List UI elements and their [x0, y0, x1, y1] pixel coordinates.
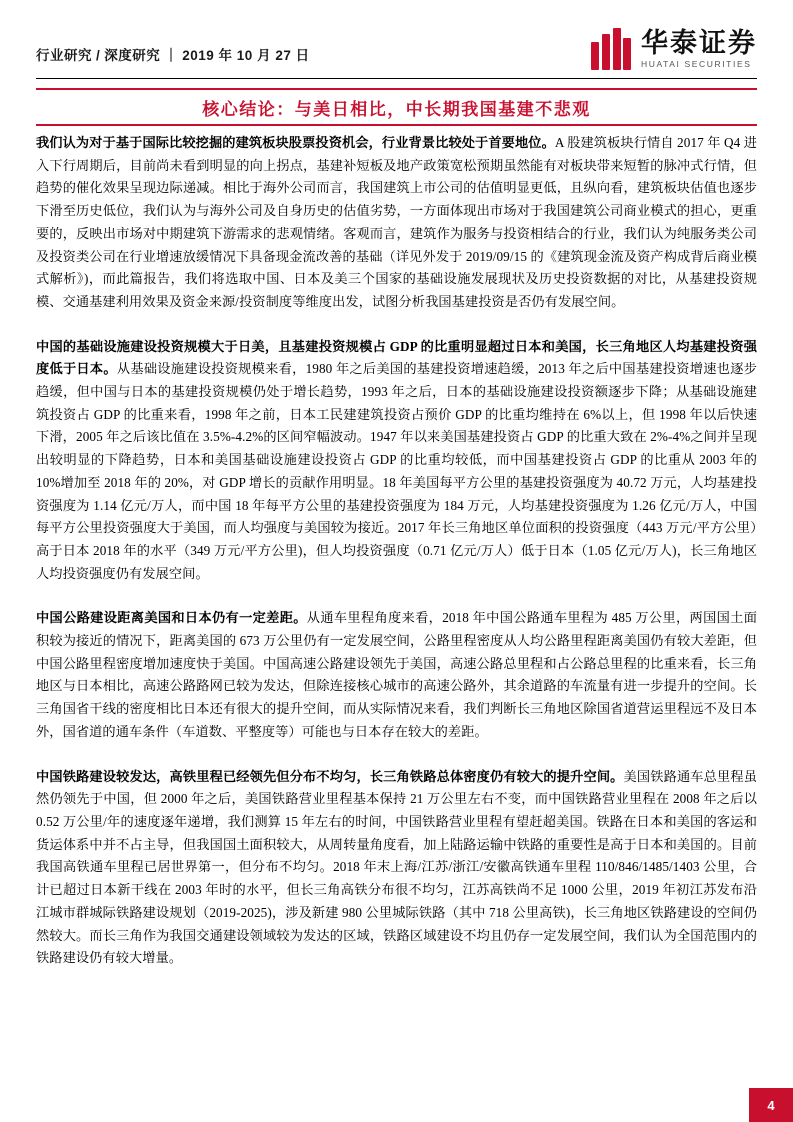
header-divider: [36, 78, 757, 79]
paragraph-1: [36, 132, 757, 314]
document-body: [36, 132, 757, 1062]
paragraph-2-body: 从基础设施建设投资规模来看，1980 年之后美国的基建投资增速趋缓，2013 年之后中国基建投资增速也逐步趋缓，但中国与日本的基建投资规模仍处于增长趋势，1993 年之后，日本的基础设施建设投资额逐步下降；从基础设施建筑投资占 GDP 的比重来看，1998 年之前，日本工民建建筑投资占预价 GDP 的比重均维持在 6%以上，但 1998 年以后快速下滑，2005 年之后该比值在 3.5%-4.2%的区间窄幅波动。1947 年以来美国基建投资占 GDP 的比重大致在 2%-4%之间并呈现出较明显的下降趋势，日本和美国基础设施建设投资占 GDP 的比重均较低，而中国基建投资占 GDP 的比重从 2003 年的 10%增加至 2018 年的 20%，对 GDP 增长的贡献作用明显。18 年美国每平方公里的基建投资强度为 40.72 万元，人均基建投资强度为 1.14 亿元/万人，而中国 18 年每平方公里的基建投资强度为 184 万元，人均基建投资强度为 1.26 亿元/万人，中国每平方公里投资强度大于美国，而人均强度与美国较为接近。2017 年长三角地区单位面积的投资强度（443 万元/平方公里）高于日本 2018 年的水平（349 万元/平方公里)，但人均投资强度（0.71 亿元/万人）低于日本（1.05 亿元/万人)，长三角地区人均投资强度仍有发展空间。: [36, 361, 757, 581]
page-number-badge: [749, 1088, 793, 1122]
page-title: 核心结论：与美日相比，中长期我国基建不悲观: [202, 99, 591, 119]
breadcrumb-separator-2: ｜: [164, 48, 179, 63]
paragraph-3: [36, 607, 757, 743]
paragraph-4: [36, 766, 757, 970]
brand-name-cn: 华泰证券: [641, 27, 757, 58]
brand-logo: [589, 28, 757, 70]
breadcrumb-separator-1: /: [96, 48, 101, 63]
paragraph-3-lead: 中国公路建设距离美国和日本仍有一定差距。: [36, 610, 307, 626]
paragraph-3-body: 从通车里程角度来看，2018 年中国公路通车里程为 485 万公里，两国国土面积较为接近的情况下，距离美国的 673 万公里仍有一定发展空间，公路里程密度从人均公路里程距离美国仍有较大差距，但中国公路里程密度增加速度快于美国。中国高速公路建设领先于美国，高速公路总里程和占公路总里程的比重来看，长三角地区与日本相比，高速公路路网已较为发达，但除连接核心城市的高速公路外，其余道路的车流量有进一步提升的空间。长三角国省干线的密度相比日本还有很大的提升空间，而从实际情况来看，我们判断长三角地区除国省道营运里程远不及日本外，国省道的通车条件（车道数、平整度等）可能也与日本存在较大的差距。: [36, 610, 757, 739]
breadcrumb-industry: 行业研究: [36, 48, 92, 63]
page-number: 4: [767, 1097, 775, 1113]
section-title-band: [36, 88, 757, 126]
huatai-logo-icon: [589, 28, 631, 70]
brand-name-en: HUATAI SECURITIES: [641, 59, 752, 70]
paragraph-4-body: 美国铁路通车总里程虽然仍领先于中国，但 2000 年之后，美国铁路营业里程基本保持 21 万公里左右不变，而中国铁路营业里程在 2008 年之后以 0.52 万公里/年的速度逐年递增，我们测算 15 年左右的时间，中国铁路营业里程有望赶超美国。铁路在日本和美国的客运和货运体系中并不占主导，但我国国土面积较大，从周转量角度看，加上陆路运输中铁路的重要性是高于日本和美国的。目前我国高铁通车里程已居世界第一，但分布不均匀。2018 年末上海/江苏/浙江/安徽高铁通车里程 110/846/1485/1403 公里，合计已超过日本新干线在 2003 年时的水平，但长三角高铁分布很不均匀，江苏高铁尚不足 1000 公里，2019 年初江苏发布沿江城市群城际铁路建设规划（2019-2025)，涉及新建 980 公里城际铁路（其中 718 公里高铁)，长三角地区铁路建设的空间仍然较大。而长三角作为我国交通建设领域较为发达的区域，铁路区域建设不均且仍存一定发展空间，我们认为全国范围内的铁路建设仍有较大增量。: [36, 768, 757, 966]
paragraph-1-lead: 我们认为对于基于国际比较挖掘的建筑板块股票投资机会，行业背景比较处于首要地位。: [36, 135, 555, 150]
paragraph-1-body: A 股建筑板块行情自 2017 年 Q4 进入下行周期后，目前尚未看到明显的向上拐点，基建补短板及地产政策宽松预期虽然能有对板块带来短暂的脉冲式行情，但趋势的催化效果呈现边际递减。相比于海外公司而言，我国建筑上市公司的估值明显更低，且纵向看，建筑板块估值也逐步下滑至历史低位，我们认为与海外公司及自身历史的估值劣势，一方面体现出市场对于我国建筑公司商业模式的担心，更重要的，反映出市场对中期建筑下游需求的悲观情绪。客观而言，建筑作为服务与投资相结合的行业，我们认为纯服务类公司及投资类公司在行业增速放缓情况下具备现金流改善的基础（详见外发于 2019/09/15 的《建筑现金流及资产构成背后商业模式解析》)，而此篇报告，我们将选取中国、日本及美三个国家的基础设施发展现状及历史投资数据的对比，从基建投资规模、交通基建利用效果及资金来源/投资制度等维度出发，试图分析我国基建投资是否仍有发展空间。: [36, 135, 757, 309]
header-breadcrumb: [36, 44, 310, 64]
header-date: 2019 年 10 月 27 日: [182, 48, 310, 63]
paragraph-2: [36, 336, 757, 586]
brand-text: [641, 29, 757, 69]
breadcrumb-depth: 深度研究: [104, 48, 161, 63]
paragraph-2-lead: 中国的基础设施建设投资规模大于日美，且基建投资规模占 GDP 的比重明显超过日本和美国，长三角地区人均基建投资强度低于日本。: [36, 338, 757, 377]
page-header: [36, 28, 757, 84]
paragraph-4-lead: 中国铁路建设较发达，高铁里程已经领先但分布不均匀，长三角铁路总体密度仍有较大的提升空间。: [36, 768, 624, 784]
